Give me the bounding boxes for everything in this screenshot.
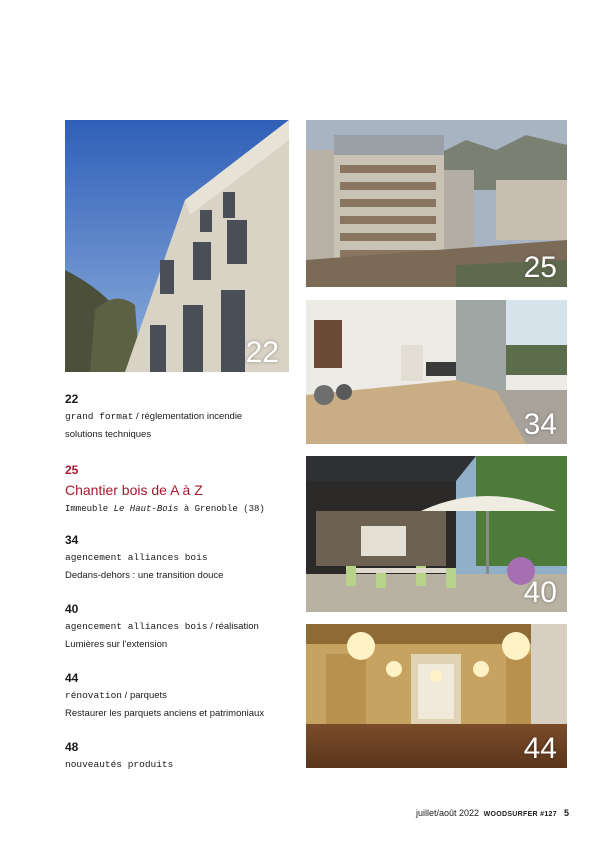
footer-date: juillet/août 2022	[416, 808, 480, 818]
toc-page-number: 25	[65, 463, 79, 477]
photo-ballroom-44	[306, 624, 567, 768]
toc-entry-25[interactable]	[65, 463, 297, 521]
toc-title: Restaurer les parquets anciens et patrimoniaux	[65, 708, 265, 719]
toc-page-number: 44	[65, 671, 79, 685]
toc-subtitle-italic: Le Haut-Bois	[113, 504, 179, 514]
photo-page-number: 25	[523, 251, 557, 284]
toc-entry-22[interactable]	[65, 392, 297, 440]
toc-separator: /	[133, 411, 142, 422]
photo-page-number: 34	[523, 408, 557, 441]
toc-subrubric: réalisation	[215, 621, 259, 632]
toc-subtitle-pre: Immeuble	[65, 504, 114, 514]
toc-title: Dedans-dehors : une transition douce	[65, 570, 224, 581]
toc-subrubric: parquets	[129, 690, 167, 701]
footer-magazine: WOODSURFER #127	[483, 811, 557, 818]
toc-headline: Chantier bois de A à Z	[65, 482, 203, 498]
photo-building-25	[306, 120, 567, 287]
toc-separator: /	[122, 690, 130, 701]
toc-rubric: rénovation	[65, 690, 123, 701]
toc-page-number: 34	[65, 533, 79, 547]
toc-title: Lumières sur l'extension	[65, 639, 168, 650]
photo-facade-22	[65, 120, 289, 372]
page-footer	[416, 808, 576, 818]
toc-entry-40[interactable]	[65, 602, 297, 650]
toc-page-number: 40	[65, 602, 79, 616]
toc-rubric: grand format	[65, 411, 134, 422]
toc-rubric: agencement alliances bois	[65, 621, 208, 632]
toc-entry-48[interactable]	[65, 740, 297, 777]
toc-rubric: agencement alliances bois	[65, 552, 208, 563]
photo-extension-40	[306, 456, 567, 612]
toc-rubric: nouveautés produits	[65, 759, 174, 770]
toc-separator: /	[207, 621, 216, 632]
photo-page-number: 40	[523, 576, 557, 609]
toc-title: solutions techniques	[65, 429, 152, 440]
toc-page-number: 48	[65, 740, 79, 754]
toc-subtitle-post: à Grenoble (38)	[178, 504, 265, 514]
photo-page-number: 22	[245, 336, 279, 369]
footer-page-number: 5	[564, 808, 570, 818]
photo-interior-34	[306, 300, 567, 444]
toc-entry-34[interactable]	[65, 533, 297, 581]
photo-page-number: 44	[523, 732, 557, 765]
toc-subrubric: réglementation incendie	[141, 411, 243, 422]
toc-page-number: 22	[65, 392, 79, 406]
toc-entry-44[interactable]	[65, 671, 297, 719]
